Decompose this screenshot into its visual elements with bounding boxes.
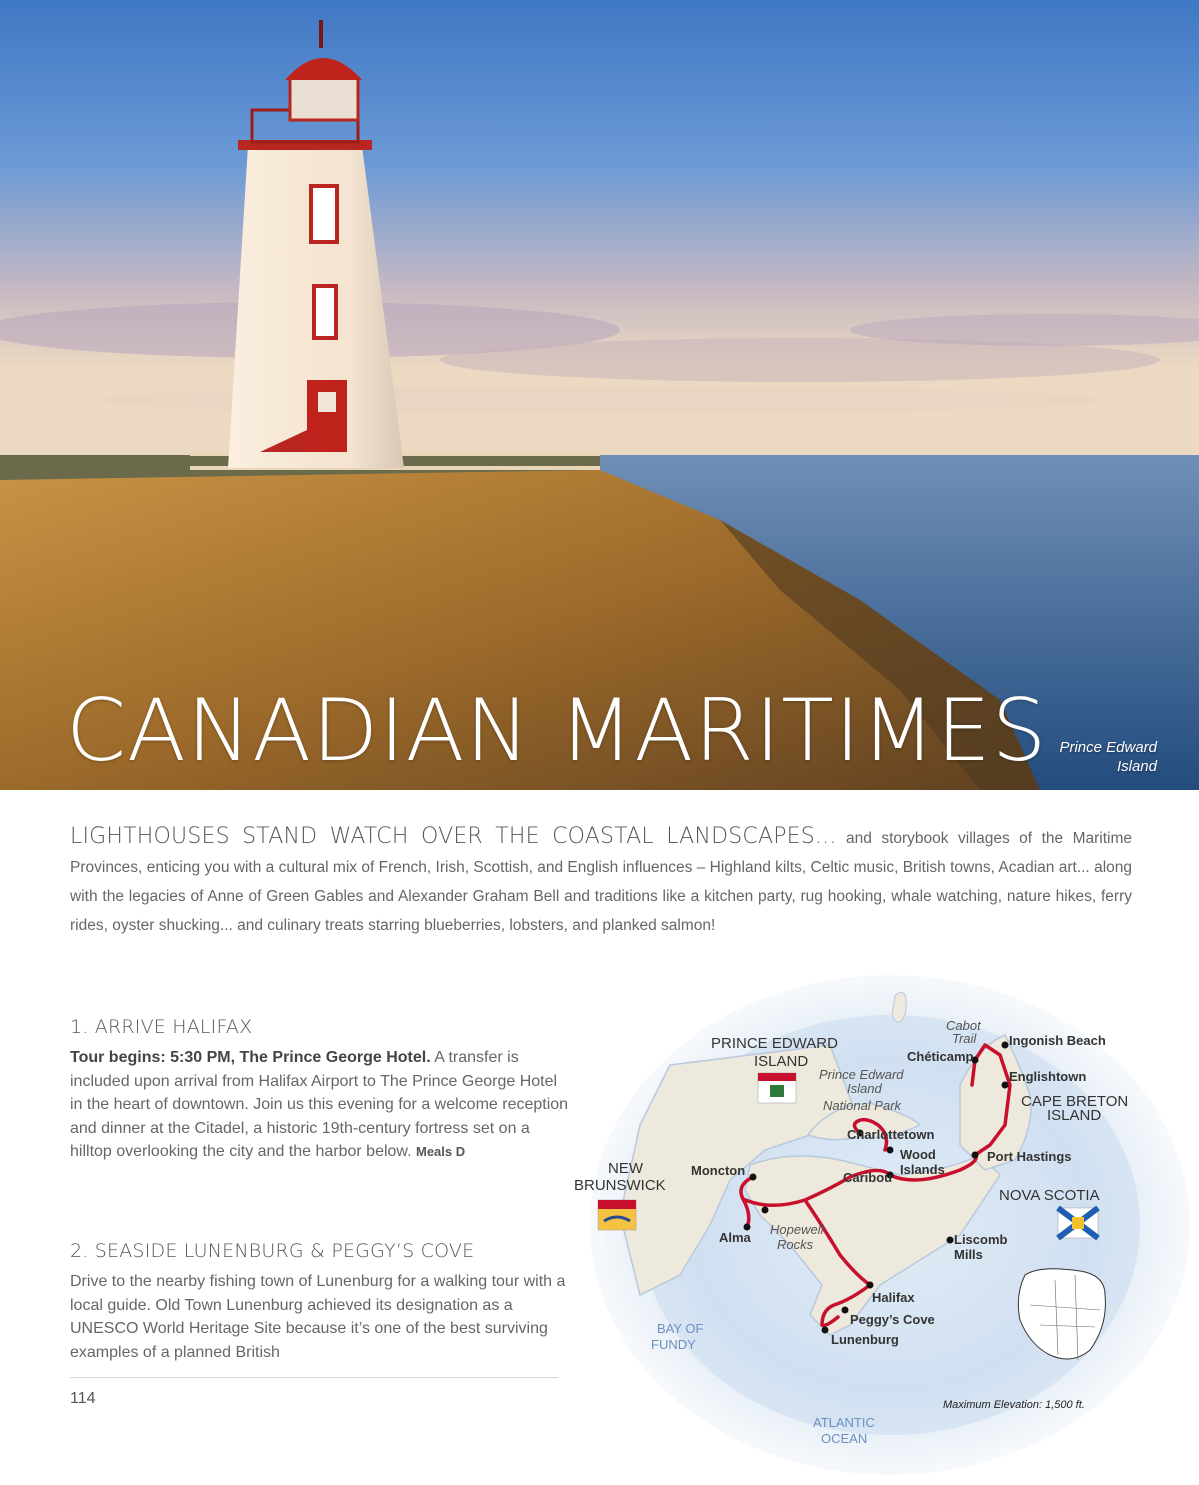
wood-islands-label-2: Islands [900, 1162, 945, 1177]
page-title: CANADIAN MARITIMES [66, 681, 1048, 781]
intro-body: and storybook villages of the Maritime Provinces, enticing you with a cultural mix of French, Irish, Scottish, and English influences – Highland kilts, Celtic music, British towns, Acadian art... along with the legacies of Anne of Green Gables and Alexander Graham Bell and traditions like a kitchen party, rug hooking, whale watching, nature hikes, ferry rides, oyster shucking... and culinary treats starring blueberries, lobsters, and planked salmon! [70, 830, 1133, 934]
pei-flag [758, 1073, 796, 1103]
pei-province-label-2: ISLAND [754, 1053, 809, 1070]
page-number: 114 [70, 1390, 96, 1407]
day-body [70, 1046, 570, 1164]
cheticamp-label: Chéticamp [907, 1049, 974, 1064]
max-elevation-note: Maximum Elevation: 1,500 ft. [943, 1399, 1085, 1411]
day-body: Drive to the nearby fishing town of Lunenburg for a walking tour with a local guide. Old Town Lunenburg achieved its designation as a UNESCO World Heritage Site because it’s one of the best surviving examples of a planned British [70, 1273, 566, 1361]
pei-park-label-2: Island [847, 1081, 882, 1096]
cabot-trail-label-2: Trail [952, 1031, 977, 1046]
nova-scotia-label: NOVA SCOTIA [999, 1187, 1100, 1204]
itinerary-day-1 [70, 1016, 570, 1164]
footer-divider [70, 1377, 558, 1378]
new-brunswick-flag [598, 1200, 636, 1230]
port-hastings-label: Port Hastings [987, 1149, 1072, 1164]
photo-caption [1007, 738, 1157, 776]
route-map [560, 975, 1199, 1480]
nova-scotia-flag [1058, 1208, 1098, 1238]
intro-paragraph [70, 822, 1132, 940]
bay-of-fundy-label-2: FUNDY [651, 1337, 696, 1352]
pei-province-label-1: PRINCE EDWARD [711, 1035, 838, 1052]
itinerary-day-2 [70, 1240, 570, 1364]
day-text: A transfer is included upon arrival from Halifax Airport to The Prince George Hotel in the heart of downtown. Join us this evening for a welcome reception and dinner at the Citadel, a historic 19th-century fortress set on a hilltop overlooking the city and the harbor below. [70, 1049, 569, 1160]
halifax-label: Halifax [872, 1290, 915, 1305]
pei-park-label-3: National Park [823, 1098, 902, 1113]
intro-lead: LIGHTHOUSES STAND WATCH OVER THE COASTAL LANDSCAPES... [70, 824, 837, 849]
lunenburg-label: Lunenburg [831, 1332, 899, 1347]
englishtown-label: Englishtown [1009, 1069, 1087, 1084]
meals-note: Meals D [416, 1144, 466, 1159]
cabot-trail-label-1: Cabot [946, 1018, 981, 1033]
cape-breton-label-1: CAPE BRETON [1021, 1093, 1129, 1110]
atlantic-label-1: ATLANTIC [813, 1415, 875, 1430]
hopewell-label-2: Rocks [777, 1237, 814, 1252]
peggys-cove-label: Peggy’s Cove [850, 1312, 935, 1327]
day-heading: 2. SEASIDE LUNENBURG & PEGGY’S COVE [70, 1240, 475, 1262]
hopewell-label-1: Hopewell [770, 1222, 824, 1237]
alma-label: Alma [719, 1230, 751, 1245]
new-brunswick-label-1: NEW [608, 1160, 643, 1177]
bay-of-fundy-label-1: BAY OF [657, 1321, 704, 1336]
map-svg [560, 975, 1199, 1480]
liscomb-label-2: Mills [954, 1247, 983, 1262]
wood-islands-label-1: Wood [900, 1147, 936, 1162]
day-bold-lead: Tour begins: 5:30 PM, The Prince George Hotel. [70, 1049, 431, 1066]
photo-caption-line2: Island [1116, 758, 1157, 775]
charlottetown-label: Charlottetown [847, 1127, 935, 1142]
pei-park-label-1: Prince Edward [819, 1067, 904, 1082]
moncton-label: Moncton [691, 1163, 746, 1178]
liscomb-label-1: Liscomb [954, 1232, 1008, 1247]
atlantic-label-2: OCEAN [821, 1431, 868, 1446]
day-heading: 1. ARRIVE HALIFAX [70, 1016, 253, 1038]
new-brunswick-label-2: BRUNSWICK [574, 1177, 666, 1194]
cape-breton-label-2: ISLAND [1047, 1107, 1102, 1124]
ingonish-label: Ingonish Beach [1009, 1033, 1106, 1048]
caribou-label: Caribou [843, 1170, 893, 1185]
photo-caption-line1: Prince Edward [1059, 739, 1157, 756]
